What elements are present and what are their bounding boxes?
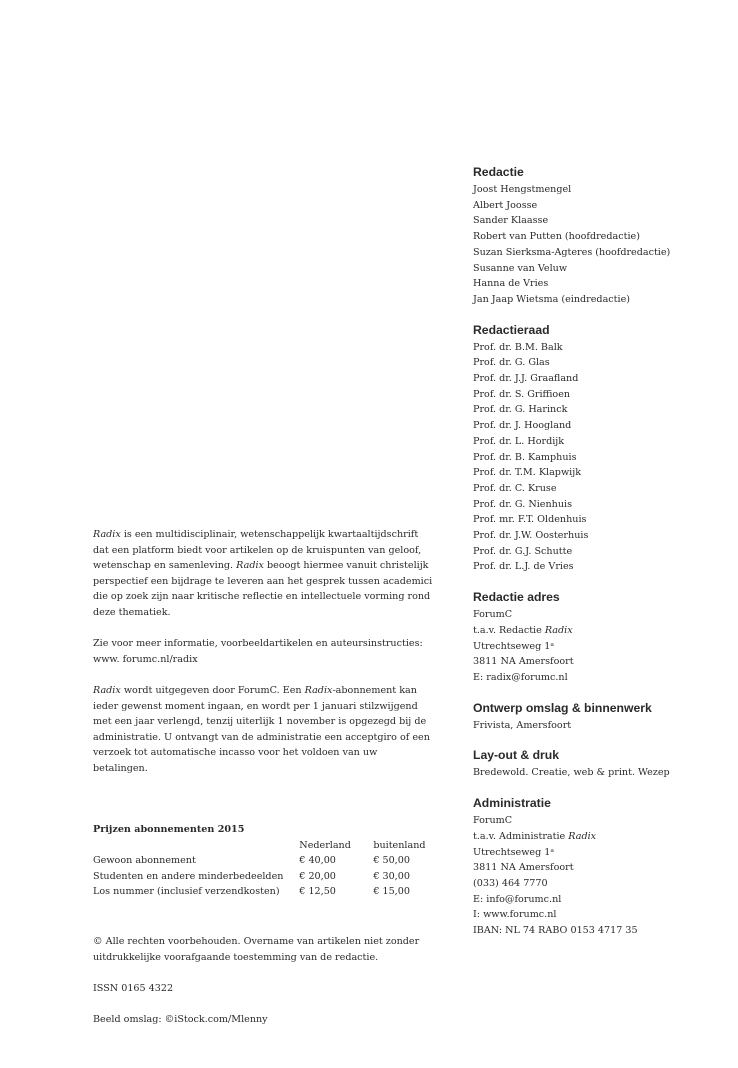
journal-info-column (93, 527, 433, 1043)
address-line: Utrechtseweg 1ᵃ (473, 640, 555, 652)
editorial-member: Sander Klaasse (473, 215, 549, 227)
board-member: Prof. dr. L. Hordijk (473, 435, 565, 447)
issn: ISSN 0165 4322 (93, 982, 174, 994)
price-nl: € 40,00 (299, 855, 336, 867)
journal-name: Radix (568, 830, 597, 842)
journal-name: Radix (544, 624, 573, 636)
price-nl: € 12,50 (299, 886, 336, 898)
prices-header-abroad: buitenland (373, 839, 426, 851)
price-abroad: € 50,00 (373, 855, 410, 867)
board-member: Prof. dr. T.M. Klapwijk (473, 467, 582, 479)
design-list (473, 718, 723, 734)
prices-header-row (93, 838, 433, 854)
editorial-member: Hanna de Vries (473, 278, 549, 290)
table-row (93, 884, 433, 900)
board-section (473, 322, 723, 576)
address-email: E: radix@forumc.nl (473, 671, 568, 683)
editorial-member: Joost Hengstmengel (473, 184, 572, 195)
editorial-address-heading: Redactie adres (473, 590, 560, 605)
price-label: Los nummer (inclusief verzendkosten) (93, 886, 280, 898)
board-member: Prof. dr. J. Hoogland (473, 420, 572, 432)
journal-name: Radix (304, 684, 333, 696)
editorial-section (473, 164, 723, 308)
editorial-list (473, 182, 723, 308)
editorial-member: Suzan Sierksma-Agteres (hoofdredactie) (473, 246, 671, 258)
board-member: Prof. dr. B.M. Balk (473, 341, 563, 353)
colophon-column (473, 164, 723, 953)
intro-paragraph (93, 527, 433, 621)
table-row (93, 869, 433, 885)
address-line (473, 829, 723, 845)
administration-heading: Administratie (473, 796, 551, 811)
copyright-notice: © Alle rechten voorbehouden. Overname van artikelen niet zonder uitdrukkelijke voorafgaande toestemming van de redactie. (93, 936, 420, 963)
price-label: Gewoon abonnement (93, 855, 196, 867)
prices-title: Prijzen abonnementen 2015 (93, 824, 245, 836)
board-member: Prof. dr. G. Harinck (473, 404, 568, 416)
editorial-member: Robert van Putten (hoofdredactie) (473, 231, 640, 243)
info-paragraph: Zie voor meer informatie, voorbeeldartikelen en auteursinstructies: www. forumc.nl/radix (93, 638, 423, 665)
address-line: Utrechtseweg 1ᵃ (473, 846, 555, 858)
editorial-heading: Redactie (473, 165, 524, 179)
address-line: 3811 NA Amersfoort (473, 656, 574, 668)
journal-name: Radix (236, 560, 264, 572)
board-member: Prof. dr. G.J. Schutte (473, 545, 573, 557)
prices-table (93, 838, 433, 900)
email-address: E: info@forumc.nl (473, 893, 562, 905)
administration-list (473, 813, 723, 939)
editorial-member: Susanne van Veluw (473, 262, 568, 274)
website: I: www.forumc.nl (473, 909, 557, 921)
subscription-paragraph (93, 683, 433, 777)
design-credit: Frivista, Amersfoort (473, 719, 572, 731)
layout-print-heading: Lay-out & druk (473, 748, 559, 763)
address-line: ForumC (473, 815, 513, 827)
table-row (93, 853, 433, 869)
prices-header-nl: Nederland (299, 839, 351, 851)
address-line (473, 623, 723, 639)
design-section (473, 700, 723, 734)
journal-name: Radix (93, 684, 121, 696)
editorial-address-list (473, 607, 723, 686)
subscription-text: wordt uitgegeven door ForumC. Een (120, 684, 305, 696)
editorial-member: Jan Jaap Wietsma (eindredactie) (473, 293, 631, 305)
administration-section (473, 795, 723, 939)
editorial-member: Albert Joosse (473, 199, 538, 211)
address-line: 3811 NA Amersfoort (473, 862, 574, 874)
board-member: Prof. dr. G. Glas (473, 357, 550, 369)
editorial-address-section (473, 589, 723, 686)
board-member: Prof. dr. J.W. Oosterhuis (473, 530, 589, 542)
layout-print-credit: Bredewold. Creatie, web & print. Wezep (473, 767, 670, 779)
price-label: Studenten en andere minderbedeelden (93, 870, 284, 882)
address-line: ForumC (473, 609, 513, 621)
board-member: Prof. mr. F.T. Oldenhuis (473, 514, 587, 526)
layout-print-section (473, 747, 723, 781)
design-heading: Ontwerp omslag & binnenwerk (473, 700, 652, 715)
journal-name: Radix (93, 529, 121, 540)
board-list (473, 340, 723, 576)
price-nl: € 20,00 (299, 870, 336, 882)
prices-header-empty (93, 838, 299, 854)
phone-number: (033) 464 7770 (473, 877, 548, 889)
address-line-text: t.a.v. Redactie (473, 624, 545, 636)
board-member: Prof. dr. C. Kruse (473, 482, 557, 494)
iban: IBAN: NL 74 RABO 0153 4717 35 (473, 925, 638, 937)
address-line-text: t.a.v. Administratie (473, 830, 569, 842)
board-heading: Redactieraad (473, 322, 550, 337)
layout-print-list (473, 765, 723, 781)
board-member: Prof. dr. S. Griffioen (473, 388, 571, 400)
board-member: Prof. dr. L.J. de Vries (473, 561, 574, 573)
intro-text: is een multidisciplinair, wetenschappelijk kwartaaltijdschrift dat een platform biedt voor artikelen op de kruispunten van geloof, wetenschap en samenleving. (93, 529, 422, 572)
subscription-text: -abonnement kan ieder gewenst moment ingaan, en wordt per 1 januari stilzwijgend met een jaar verlengd, tenzij uiterlijk 1 november is opgezegd bij de administratie. U ontvangt van de administratie een acceptgiro of een verzoek tot automatische incasso voor het voldoen van uw betalingen. (93, 684, 430, 774)
board-member: Prof. dr. G. Nienhuis (473, 498, 572, 510)
price-abroad: € 15,00 (373, 886, 410, 898)
board-member: Prof. dr. B. Kamphuis (473, 451, 577, 463)
cover-credit: Beeld omslag: ©iStock.com/Mlenny (93, 1014, 268, 1026)
intro-text: beoogt hiermee vanuit christelijk perspectief een bijdrage te leveren aan het gesprek tussen academici die op zoek zijn naar kritische reflectie en intellectuele vorming rond deze thematiek. (93, 560, 433, 618)
spacer (93, 792, 433, 822)
board-member: Prof. dr. J.J. Graafland (473, 373, 579, 385)
price-abroad: € 30,00 (373, 870, 410, 882)
